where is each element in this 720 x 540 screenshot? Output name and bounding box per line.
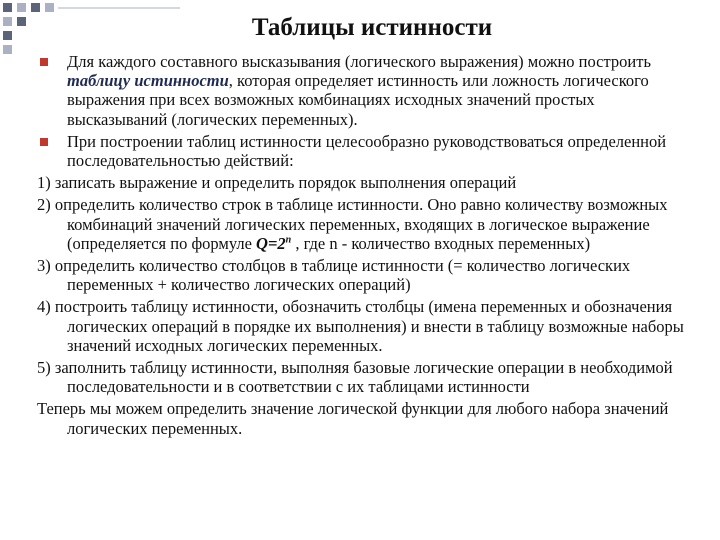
formula-base: Q=2 [256,233,286,253]
step-4: 4) построить таблицу истинности, обозначить столбцы (имена переменных и обозначения логических операций в порядке их выполнения) и внести в таблицу возможные наборы значений исходных логических переменных. [37,297,684,355]
step-2-tail: , где n - количество входных переменных) [291,233,591,253]
formula-exponent: n [285,234,292,246]
bullet-item [37,132,697,170]
step-2 [37,195,697,253]
step-1: 1) записать выражение и определить порядок выполнения операций [37,173,517,193]
square-bullet-icon [40,138,48,146]
slide-body [37,52,697,441]
bullet-text-before: Для каждого составного высказывания (логического выражения) можно построить [67,52,651,71]
step-2-text: 2) определить количество строк в таблице истинности. Оно равно количеству возможных комбинаций значений логических переменных, входящих в логическое выражение (определяется по формуле [37,195,668,253]
bullet-text-after: , которая определяет истинность или ложность логического выражения при всех возможных комбинациях исходных значений простых высказываний (логических переменных). [67,71,649,129]
bullet-item [37,52,697,129]
formula [256,234,291,253]
emphasized-term: таблицу истинности [67,71,229,91]
bullet-text: При построении таблиц истинности целесообразно руководствоваться определенной последовательностью действий: [67,131,667,171]
step-5: 5) заполнить таблицу истинности, выполняя базовые логические операции в необходимой последовательности и в соответствии с их таблицами истинности [37,358,673,397]
slide-title: Таблицы истинности [251,14,493,41]
step-3: 3) определить количество столбцов в таблице истинности (= количество логических переменных + количество логических операций) [37,256,631,295]
square-bullet-icon [40,58,48,66]
conclusion: Теперь мы можем определить значение логической функции для любого набора значений логических переменных. [37,399,669,438]
